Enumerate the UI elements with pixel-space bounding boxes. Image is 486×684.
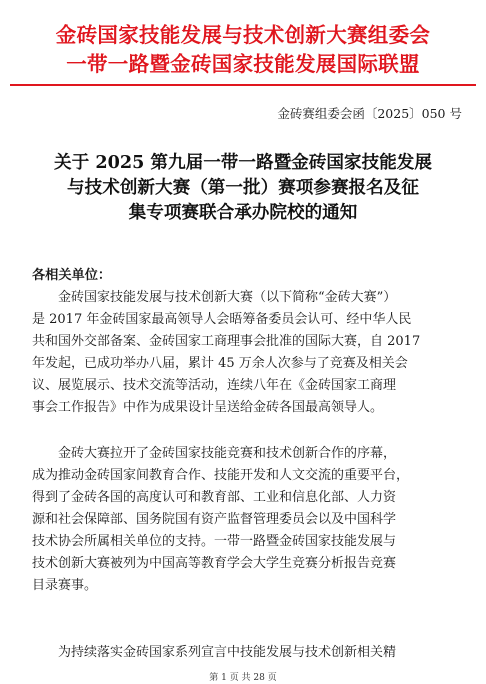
title-line: 集专项赛联合承办院校的通知: [128, 202, 358, 223]
text-line: 议、展览展示、技术交流等活动，连续八年在《金砖国家工商理: [32, 378, 397, 393]
text-line: 为持续落实金砖国家系列宣言中技能发展与技术创新相关精: [58, 645, 397, 660]
organizer-name-line-2: 一带一路暨金砖国家技能发展国际联盟: [66, 52, 420, 76]
organizer-name-line-1: 金砖国家技能发展与技术创新大赛组委会: [55, 23, 431, 47]
text-line: 成为推动金砖国家间教育合作、技能开发和人文交流的重要平台，: [32, 468, 410, 483]
text-line: 年发起，已成功举办八届，累计 45 万余人次参与了竞赛及相关会: [32, 356, 408, 371]
text-line: 是 2017 年金砖国家最高领导人会晤筹备委员会认可、经中华人民: [32, 312, 412, 327]
text-line: 金砖国家技能发展与技术创新大赛（以下简称“金砖大赛”）: [58, 290, 397, 305]
document-number: 金砖赛组委会函〔2025〕050 号: [277, 106, 462, 121]
text-line: 金砖大赛拉开了金砖国家技能竞赛和技术创新合作的序幕，: [58, 446, 397, 461]
salutation: 各相关单位：: [32, 268, 112, 283]
text-line: 技术创新大赛被列为中国高等教育学会大学生竞赛分析报告竞赛: [32, 556, 397, 571]
text-line: 事会工作报告》中作为成果设计呈送给金砖各国最高领导人。: [32, 400, 384, 415]
text-line: 共和国外交部备案、金砖国家工商理事会批准的国际大赛，自 2017: [32, 334, 421, 349]
title-line: 与技术创新大赛（第一批）赛项参赛报名及征: [67, 177, 419, 198]
text-line: 源和社会保障部、国务院国有资产监督管理委员会以及中国科学: [32, 512, 397, 527]
document-title: [18, 150, 468, 225]
title-line: 关于 2025 第九届一带一路暨金砖国家技能发展: [54, 152, 432, 173]
text-line: 目录赛事。: [32, 578, 98, 593]
paragraph-1: [32, 287, 462, 419]
text-line: 得到了金砖各国的高度认可和教育部、工业和信息化部、人力资: [32, 490, 397, 505]
header-divider: [10, 84, 476, 86]
paragraph-2: [32, 443, 462, 597]
text-line: 技术协会所属相关单位的支持。一带一路暨金砖国家技能发展与: [32, 534, 397, 549]
page-footer: 第 1 页 共 28 页: [209, 673, 277, 683]
paragraph-3: [32, 642, 462, 664]
